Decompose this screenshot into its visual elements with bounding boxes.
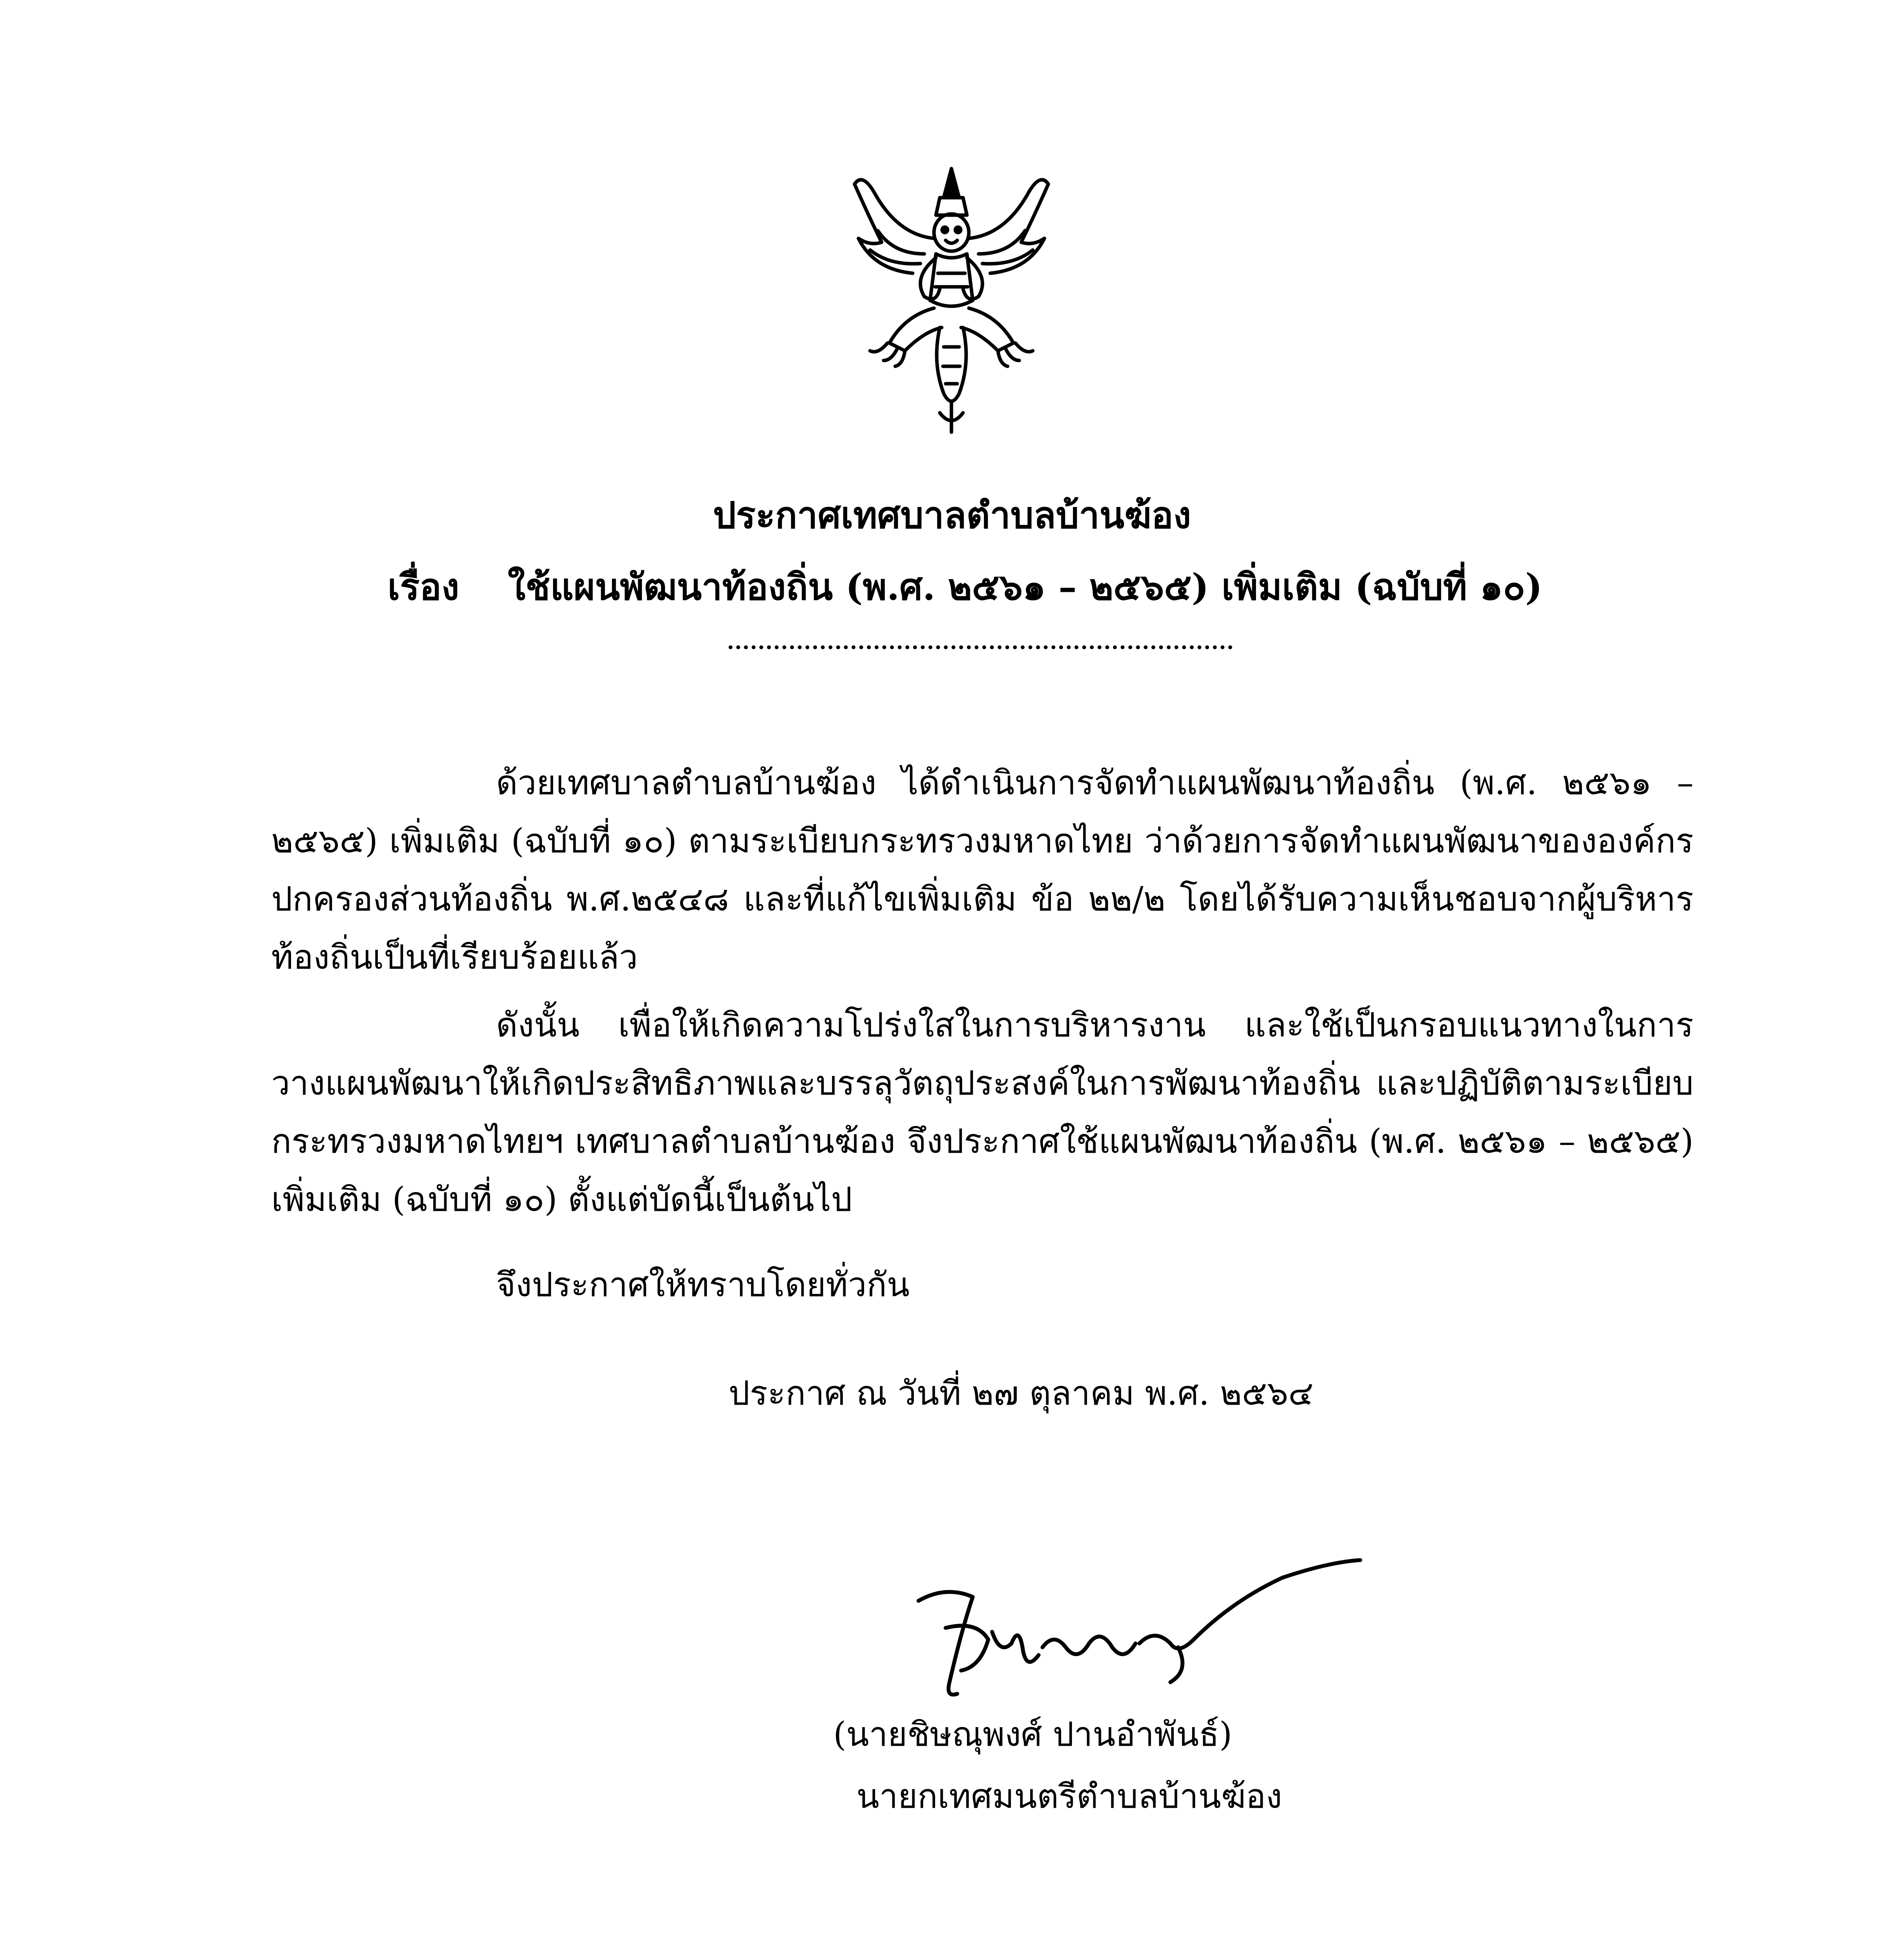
subject-line [388,564,1542,610]
signer-name: (นายชิษณุพงศ์ ปานอำพันธ์) [833,1715,1232,1754]
dotted-separator [729,645,1232,649]
document-title: ประกาศเทศบาลตำบลบ้านฆ้อง [713,494,1191,537]
body-paragraph-2: ดังนั้น เพื่อให้เกิดความโปร่งใสในการบริหารงาน และใช้เป็นกรอบแนวทางในการวางแผนพัฒนาให้เกิดประสิทธิภาพและบรรลุวัตถุประสงค์ในการพัฒนาท้องถิ่น และปฏิบัติตามระเบียบกระทรวงมหาดไทยฯ เทศบาลตำบลบ้านฆ้อง จึงประกาศใช้แผนพัฒนาท้องถิ่น (พ.ศ. ๒๕๖๑ – ๒๕๖๕) เพิ่มเติม (ฉบับที่ ๑๐) ตั้งแต่บัดนี้เป็นต้นไป [271,1006,1694,1219]
announcement-date: ประกาศ ณ วันที่ ๒๗ ตุลาคม พ.ศ. ๒๕๖๔ [729,1374,1314,1413]
body-paragraph-1: ด้วยเทศบาลตำบลบ้านฆ้อง ได้ดำเนินการจัดทำแผนพัฒนาท้องถิ่น (พ.ศ. ๒๕๖๑ – ๒๕๖๕) เพิ่มเติม (ฉบับที่ ๑๐) ตามระเบียบกระทรวงมหาดไทย ว่าด้วยการจัดทำแผนพัฒนาขององค์กรปกครองส่วนท้องถิ่น พ.ศ.๒๕๔๘ และที่แก้ไขเพิ่มเติม ข้อ ๒๒/๒ โดยได้รับความเห็นชอบจากผู้บริหารท้องถิ่นเป็นที่เรียบร้อยแล้ว [271,764,1694,977]
handwritten-signature [884,1554,1372,1717]
subject-text: ใช้แผนพัฒนาท้องถิ่น (พ.ศ. ๒๕๖๑ – ๒๕๖๕) เพิ่มเติม (ฉบับที่ ๑๐) [508,566,1543,609]
garuda-emblem-icon [847,161,1056,440]
signer-position: นายกเทศมนตรีตำบลบ้านฆ้อง [856,1777,1282,1816]
subject-label: เรื่อง [388,566,459,609]
closing-statement: จึงประกาศให้ทราบโดยทั่วกัน [496,1266,910,1304]
